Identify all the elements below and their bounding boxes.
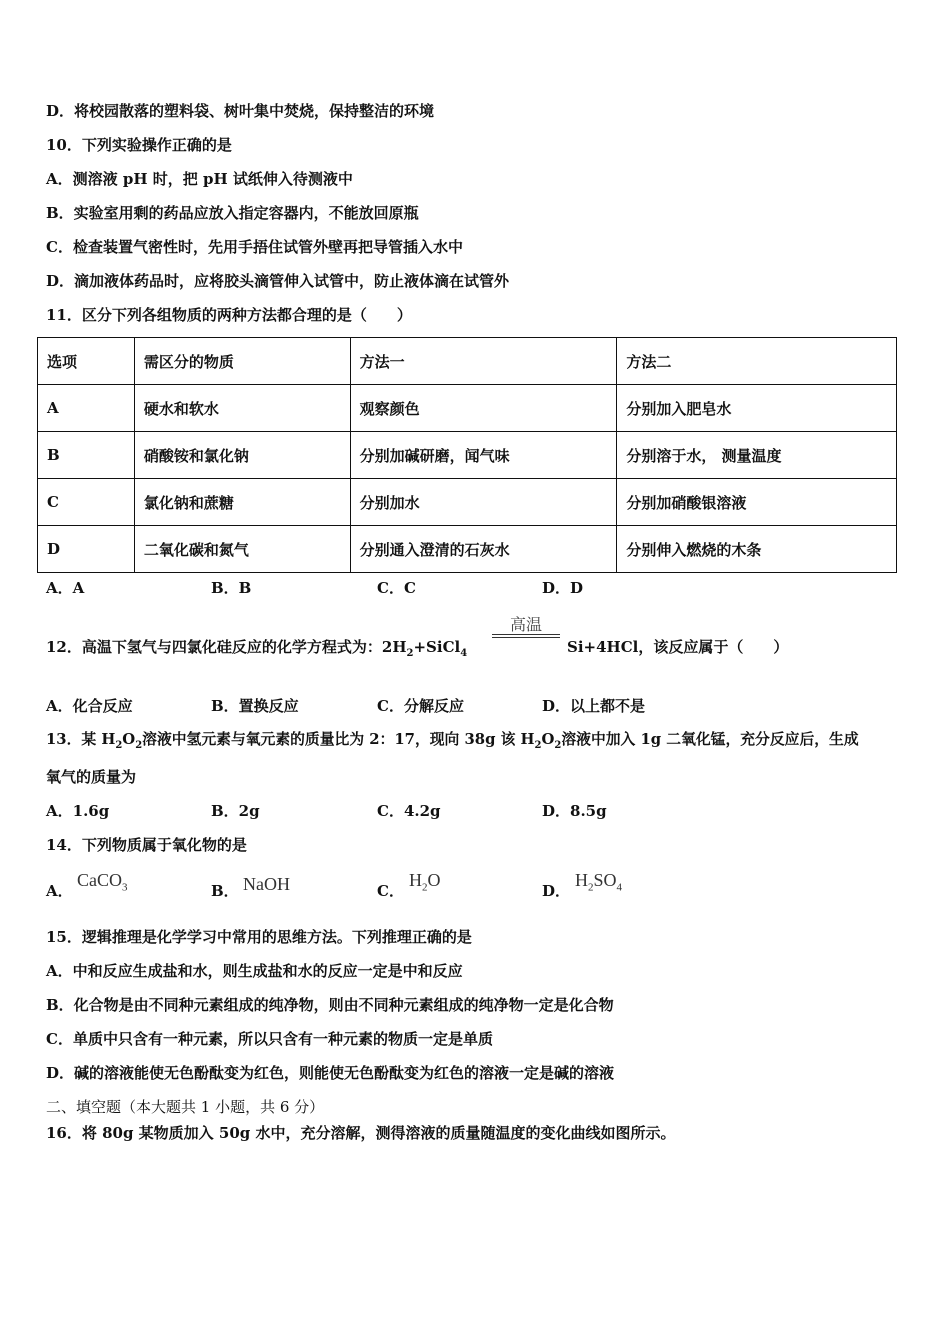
table-cell: 二氧化碳和氮气 <box>134 526 350 573</box>
header-cell: 需区分的物质 <box>134 338 350 385</box>
q15-option-d: D．碱的溶液能使无色酚酞变为红色，则能使无色酚酞变为红色的溶液一定是碱的溶液 <box>46 1064 615 1082</box>
table-row <box>38 479 897 526</box>
table-cell: 分别加硝酸银溶液 <box>617 479 897 526</box>
q11-stem: 11．区分下列各组物质的两种方法都合理的是（ ） <box>46 306 412 324</box>
table-cell: 分别伸入燃烧的木条 <box>617 526 897 573</box>
q16-stem: 16．将 80g 某物质加入 50g 水中，充分溶解，测得溶液的质量随温度的变化曲线如图所示。 <box>46 1124 676 1142</box>
q15-option-a: A．中和反应生成盐和水，则生成盐和水的反应一定是中和反应 <box>46 962 463 980</box>
q15-stem: 15．逻辑推理是化学学习中常用的思维方法。下列推理正确的是 <box>46 928 472 946</box>
q14-option-d-label: D． <box>542 882 571 900</box>
q11-option-a: A．A <box>46 579 85 597</box>
q12-option-c: C．分解反应 <box>377 697 464 715</box>
q11-table <box>37 337 897 573</box>
table-cell: 分别通入澄清的石灰水 <box>350 526 617 573</box>
q14-formula-c: $H_2O$ <box>409 870 441 894</box>
q14-stem: 14．下列物质属于氧化物的是 <box>46 836 247 854</box>
q15-option-b: B．化合物是由不同种元素组成的纯净物，则由不同种元素组成的纯净物一定是化合物 <box>46 996 614 1014</box>
q12-option-a: A．化合反应 <box>46 697 133 715</box>
q10-option-a: A．测溶液 pH 时，把 pH 试纸伸入待测液中 <box>46 170 353 188</box>
table-cell: 分别加碱研磨，闻气味 <box>350 432 617 479</box>
table-cell: 分别溶于水， 测量温度 <box>617 432 897 479</box>
q14-option-b-label: B． <box>211 882 239 900</box>
q10-option-b: B．实验室用剩的药品应放入指定容器内，不能放回原瓶 <box>46 204 419 222</box>
q13-option-a: A．1.6g <box>46 802 110 820</box>
q11-option-c: C．C <box>377 579 416 597</box>
table-cell: C <box>38 479 135 526</box>
q14-formula-b: NaOH <box>243 874 290 894</box>
table-cell: D <box>38 526 135 573</box>
q10-option-c: C．检查装置气密性时，先用手捂住试管外壁再把导管插入水中 <box>46 238 463 256</box>
q13-option-c: C．4.2g <box>377 802 441 820</box>
header-cell: 选项 <box>38 338 135 385</box>
q12-option-b: B．置换反应 <box>211 697 299 715</box>
q15-option-c: C．单质中只含有一种元素，所以只含有一种元素的物质一定是单质 <box>46 1030 493 1048</box>
q13-stem-line2: 氧气的质量为 <box>46 768 137 786</box>
table-cell: 观察颜色 <box>350 385 617 432</box>
q11-option-d: D．D <box>542 579 584 597</box>
equals-line-top <box>492 634 560 635</box>
q12-stem-right: Si+4HCl，该反应属于（ ） <box>567 638 789 656</box>
header-cell: 方法二 <box>617 338 897 385</box>
equals-line-bottom <box>492 637 560 638</box>
reaction-condition: 高温 <box>509 617 542 634</box>
section-heading: 二、填空题（本大题共 1 小题，共 6 分） <box>46 1098 325 1116</box>
q13-option-d: D．8.5g <box>542 802 607 820</box>
table-row <box>38 526 897 573</box>
table-row <box>38 385 897 432</box>
table-header-row <box>38 338 897 385</box>
q14-formula-a: CaCO$_3$ <box>77 870 128 894</box>
q10-stem: 10．下列实验操作正确的是 <box>46 136 232 154</box>
table-cell: 硬水和软水 <box>134 385 350 432</box>
q12-option-d: D．以上都不是 <box>542 697 646 715</box>
table-cell: A <box>38 385 135 432</box>
header-cell: 方法一 <box>350 338 617 385</box>
q11-option-b: B．B <box>211 579 252 597</box>
q14-option-a-label: A． <box>46 882 73 900</box>
table-cell: 分别加入肥皂水 <box>617 385 897 432</box>
q9-option-d: D．将校园散落的塑料袋、树叶集中焚烧，保持整洁的环境 <box>46 102 435 120</box>
table-cell: 氯化钠和蔗糖 <box>134 479 350 526</box>
table-row <box>38 432 897 479</box>
q12-stem-left: 12．高温下氢气与四氯化硅反应的化学方程式为：$2H_2+SiCl_4$ <box>46 638 468 659</box>
table-cell: 硝酸铵和氯化钠 <box>134 432 350 479</box>
table-cell: B <box>38 432 135 479</box>
q13-stem-line1: 13．某 $H_2O_2$溶液中氢元素与氧元素的质量比为 2：17，现向 38g 该 $H_2O_2$溶液中加入 1g 二氧化锰，充分反应后，生成 <box>46 731 859 751</box>
q13-option-b: B．2g <box>211 802 260 820</box>
q14-option-c-label: C． <box>377 882 404 900</box>
table-cell: 分别加水 <box>350 479 617 526</box>
q14-formula-d: $H_2SO_4$ <box>575 870 623 894</box>
q10-option-d: D．滴加液体药品时，应将胶头滴管伸入试管中，防止液体滴在试管外 <box>46 272 510 290</box>
